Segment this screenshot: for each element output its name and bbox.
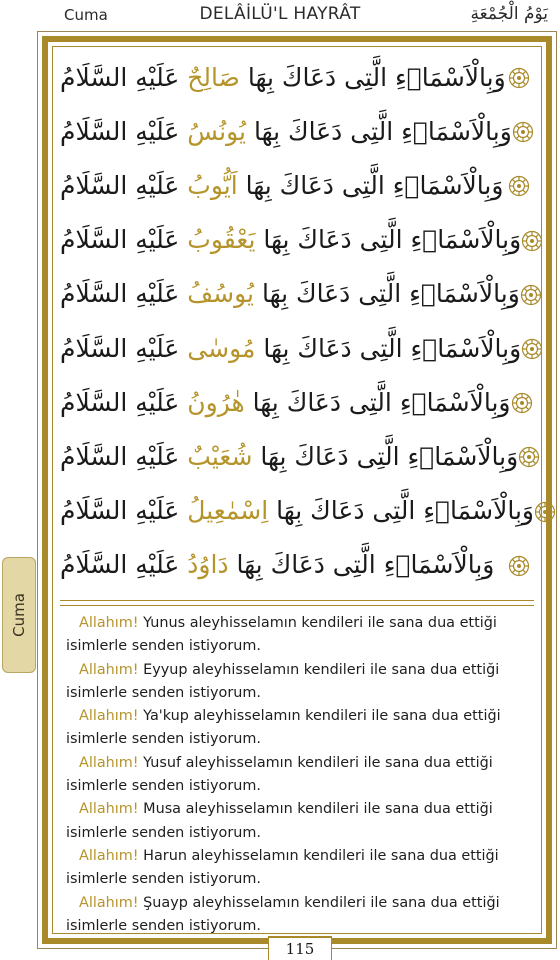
invocation-highlight: Allahım! bbox=[79, 754, 139, 771]
prophet-name: مُوسٰى bbox=[187, 333, 256, 363]
prophet-name: يُوسُفُ bbox=[187, 279, 254, 309]
translation-text: Yunus aleyhisselamın kendileri ile sana dua ettiği isimlerle senden istiyorum. bbox=[66, 615, 497, 655]
verse-prefix: وَبِالْاَسْمَاۤءِ الَّتِى دَعَاكَ بِهَا bbox=[237, 170, 504, 200]
rosette-ornament-icon bbox=[508, 554, 530, 576]
rosette-ornament-icon bbox=[521, 229, 543, 251]
book-title: DELÂİLÜ'L HAYRÂT bbox=[199, 4, 361, 24]
arabic-verse-text bbox=[60, 117, 512, 146]
verse-prefix: وَبِالْاَسْمَاۤءِ الَّتِى دَعَاكَ بِهَا bbox=[239, 62, 506, 92]
prophet-name: شُعَيْبٌ bbox=[187, 441, 253, 471]
verse-suffix: عَلَيْهِ السَّلَامُ bbox=[60, 333, 188, 363]
arabic-verse-text bbox=[60, 388, 511, 417]
verse-prefix: وَبِالْاَسْمَاۤءِ الَّتِى دَعَاكَ بِهَا bbox=[252, 441, 519, 471]
translation-paragraph bbox=[66, 845, 532, 892]
translation-paragraph bbox=[66, 659, 532, 706]
side-tab-label: Cuma bbox=[10, 593, 28, 637]
translation-text: Yusuf aleyhisselamın kendileri ile sana dua ettiği isimlerle senden istiyorum. bbox=[66, 754, 493, 795]
translation-text: Harun aleyhisselamın kendileri ile sana dua ettiği isimlerle senden istiyorum. bbox=[66, 847, 499, 888]
translation-paragraph bbox=[66, 705, 532, 752]
arabic-verse-text bbox=[60, 171, 503, 200]
arabic-verse-text bbox=[60, 496, 534, 525]
arabic-verse-row bbox=[58, 267, 536, 321]
arabic-verse-row bbox=[58, 50, 536, 104]
turkish-translation bbox=[66, 612, 532, 938]
prophet-name: صَالِحٌ bbox=[187, 62, 240, 92]
page-header bbox=[0, 0, 560, 32]
invocation-highlight: Allahım! bbox=[79, 847, 139, 864]
verse-prefix: وَبِالْاَسْمَاۤءِ الَّتِى دَعَاكَ بِهَا bbox=[255, 225, 522, 255]
invocation-highlight: Allahım! bbox=[79, 894, 139, 911]
verse-prefix: وَبِالْاَسْمَاۤءِ الَّتِى دَعَاكَ بِهَا bbox=[228, 550, 495, 580]
arabic-verse-row bbox=[58, 158, 536, 212]
verse-suffix: عَلَيْهِ السَّلَامُ bbox=[60, 279, 188, 309]
verse-prefix: وَبِالْاَسْمَاۤءِ الَّتِى دَعَاكَ بِهَا bbox=[255, 333, 522, 363]
arabic-verse-row bbox=[58, 429, 536, 483]
section-divider bbox=[60, 600, 534, 606]
arabic-verse-row bbox=[58, 484, 536, 538]
invocation-highlight: Allahım! bbox=[79, 661, 139, 678]
prophet-name: دَاوُدُ bbox=[187, 550, 229, 580]
verse-prefix: وَبِالْاَسْمَاۤءِ الَّتِى دَعَاكَ بِهَا bbox=[254, 279, 520, 309]
translation-text: Eyyup aleyhisselamın kendileri ile sana dua ettiği isimlerle senden istiyorum. bbox=[66, 661, 500, 701]
rosette-ornament-icon bbox=[512, 120, 534, 142]
translation-text: Şuayp aleyhisselamın kendileri ile sana dua ettiği isimlerle senden istiyorum. bbox=[66, 894, 500, 934]
page-number: 115 bbox=[268, 936, 332, 960]
arabic-verse-text bbox=[60, 279, 520, 308]
verse-suffix: عَلَيْهِ السَّلَامُ bbox=[60, 550, 188, 580]
prophet-name: يُونُسُ bbox=[187, 116, 247, 146]
rosette-ornament-icon bbox=[521, 337, 543, 359]
rosette-ornament-icon bbox=[511, 391, 533, 413]
translation-paragraph bbox=[66, 752, 532, 799]
arabic-verse-text bbox=[60, 550, 494, 579]
header-arabic-day: يَوْمُ الْجُمْعَةِ bbox=[470, 4, 548, 24]
verse-suffix: عَلَيْهِ السَّلَامُ bbox=[60, 441, 188, 471]
verse-suffix: عَلَيْهِ السَّلَامُ bbox=[60, 116, 188, 146]
translation-paragraph bbox=[66, 798, 532, 845]
translation-paragraph bbox=[66, 892, 532, 939]
verse-suffix: عَلَيْهِ السَّلَامُ bbox=[60, 62, 188, 92]
rosette-ornament-icon bbox=[534, 500, 556, 522]
arabic-verse-row bbox=[58, 375, 536, 429]
arabic-verse-text bbox=[60, 442, 518, 471]
verse-prefix: وَبِالْاَسْمَاۤءِ الَّتِى دَعَاكَ بِهَا bbox=[268, 496, 534, 526]
rosette-ornament-icon bbox=[508, 66, 530, 88]
prophet-name: يَعْقُوبُ bbox=[187, 225, 256, 255]
arabic-verse-row bbox=[58, 213, 536, 267]
rosette-ornament-icon bbox=[520, 283, 542, 305]
invocation-highlight: Allahım! bbox=[79, 801, 139, 818]
invocation-highlight: Allahım! bbox=[79, 615, 139, 631]
arabic-verse-row bbox=[58, 104, 536, 158]
arabic-verse-row bbox=[58, 321, 536, 375]
verse-suffix: عَلَيْهِ السَّلَامُ bbox=[60, 496, 188, 526]
prophet-name: اَيُّوبُ bbox=[187, 170, 238, 200]
verse-prefix: وَبِالْاَسْمَاۤءِ الَّتِى دَعَاكَ بِهَا bbox=[244, 387, 511, 417]
translation-text: Ya'kup aleyhisselamın kendileri ile sana dua ettiği isimlerle senden istiyorum. bbox=[66, 708, 501, 748]
arabic-verse-list bbox=[58, 50, 536, 592]
verse-prefix: وَبِالْاَسْمَاۤءِ الَّتِى دَعَاكَ بِهَا bbox=[246, 116, 512, 146]
invocation-highlight: Allahım! bbox=[79, 708, 139, 725]
header-day-label: Cuma bbox=[64, 6, 108, 24]
translation-text: Musa aleyhisselamın kendileri ile sana dua ettiği isimlerle senden istiyorum. bbox=[66, 801, 493, 841]
side-tab-cuma[interactable] bbox=[2, 557, 36, 673]
prophet-name: هٰرُونُ bbox=[187, 387, 245, 417]
verse-suffix: عَلَيْهِ السَّلَامُ bbox=[60, 170, 188, 200]
arabic-verse-text bbox=[60, 63, 506, 92]
arabic-verse-text bbox=[60, 225, 521, 254]
verse-suffix: عَلَيْهِ السَّلَامُ bbox=[60, 387, 188, 417]
translation-paragraph bbox=[66, 612, 532, 659]
rosette-ornament-icon bbox=[518, 445, 540, 467]
verse-suffix: عَلَيْهِ السَّلَامُ bbox=[60, 225, 188, 255]
rosette-ornament-icon bbox=[508, 174, 530, 196]
arabic-verse-row bbox=[58, 538, 536, 592]
arabic-verse-text bbox=[60, 334, 521, 363]
prophet-name: اِسْمٰعِيلُ bbox=[187, 496, 269, 526]
